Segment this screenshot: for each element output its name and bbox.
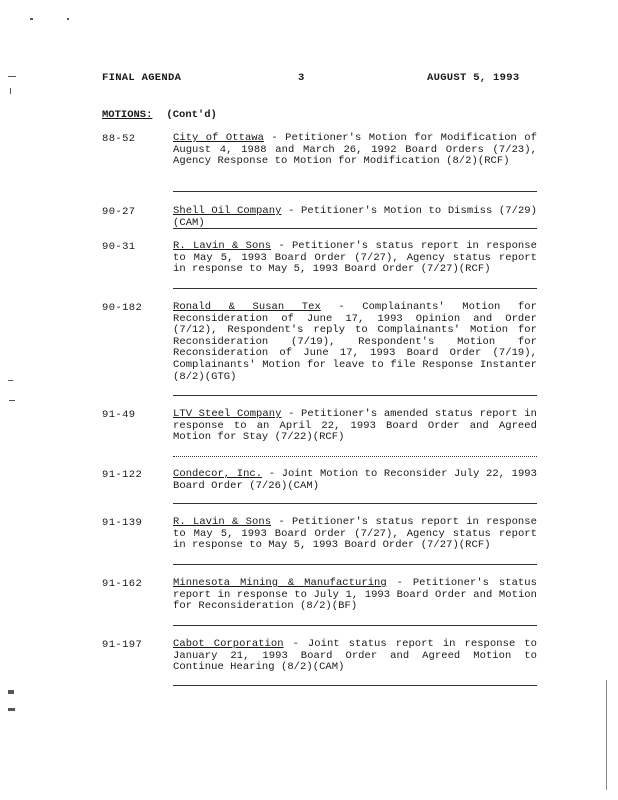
- section-heading: [102, 109, 217, 121]
- motion-description: [173, 133, 537, 168]
- scan-speck: [30, 18, 33, 20]
- case-number: 91-162: [102, 578, 143, 590]
- scan-speck: [67, 18, 69, 20]
- case-number: 91-122: [102, 469, 143, 481]
- case-number: 88-52: [102, 133, 136, 145]
- scan-edge-line: [606, 680, 607, 790]
- separator-line: [173, 685, 537, 686]
- page-number: 3: [298, 72, 305, 84]
- party-name: Ronald & Susan Tex: [173, 301, 321, 313]
- motion-description: [173, 302, 537, 383]
- motion-text: - Petitioner's amended status report in response to an April 22, 1993 Board Order and Agreed Motion for Stay (7/22)(RCF): [173, 408, 537, 444]
- party-name: Shell Oil Company: [173, 205, 282, 217]
- scan-speck: [8, 76, 16, 77]
- separator-line: [173, 191, 537, 192]
- party-name: Cabot Corporation: [173, 638, 284, 650]
- motion-description: [173, 241, 537, 276]
- section-continued: (Cont'd): [166, 109, 217, 121]
- party-name: R. Lavin & Sons: [173, 240, 272, 252]
- case-number: 90-31: [102, 241, 136, 253]
- motion-description: [173, 206, 537, 229]
- scan-speck: [8, 708, 15, 711]
- separator-line: [173, 288, 537, 289]
- case-number: 91-197: [102, 639, 143, 651]
- motion-text: - Petitioner's status report in response to July 1, 1993 Board Order and Motion for Reconsideration (8/2)(BF): [173, 577, 537, 613]
- party-name: Minnesota Mining & Manufacturing: [173, 577, 387, 589]
- motion-description: [173, 578, 537, 613]
- separator-line: [173, 395, 537, 396]
- party-name: LTV Steel Company: [173, 408, 282, 420]
- separator-line: [173, 228, 537, 229]
- motion-description: [173, 639, 537, 674]
- scan-speck: [8, 380, 13, 381]
- case-number: 91-49: [102, 409, 136, 421]
- scan-speck: [10, 88, 11, 94]
- section-label: MOTIONS:: [102, 109, 153, 121]
- motion-description: [173, 469, 537, 492]
- separator-line: [173, 564, 537, 565]
- motion-text: - Petitioner's Motion for Modification of August 4, 1988 and March 26, 1992 Board Orders (7/23), Agency Response to Motion for Modification (8/2)(RCF): [173, 132, 537, 168]
- case-number: 90-27: [102, 206, 136, 218]
- party-name: R. Lavin & Sons: [173, 516, 272, 528]
- motion-text: - Joint status report in response to January 21, 1993 Board Order and Agreed Motion to Continue Hearing (8/2)(CAM): [173, 638, 537, 674]
- case-number: 90-182: [102, 302, 143, 314]
- separator-line: [173, 456, 537, 457]
- case-number: 91-139: [102, 517, 143, 529]
- scan-speck: [8, 690, 14, 694]
- motion-text: - Petitioner's status report in response to May 5, 1993 Board Order (7/27), Agency status report in response to May 5, 1993 Board Order (7/27)(RCF): [173, 516, 537, 552]
- motion-text: - Petitioner's Motion to Dismiss (7/29)(CAM): [173, 205, 537, 229]
- motion-description: [173, 409, 537, 444]
- motion-text: - Petitioner's status report in response to May 5, 1993 Board Order (7/27), Agency status report in response to May 5, 1993 Board Order (7/27)(RCF): [173, 240, 537, 276]
- party-name: City of Ottawa: [173, 132, 264, 144]
- agenda-title: FINAL AGENDA: [102, 72, 182, 84]
- agenda-date: AUGUST 5, 1993: [427, 72, 520, 84]
- motion-text: - Joint Motion to Reconsider July 22, 1993 Board Order (7/26)(CAM): [173, 468, 537, 492]
- separator-line: [173, 503, 537, 504]
- motion-description: [173, 517, 537, 552]
- motion-text: - Complainants' Motion for Reconsideration of June 17, 1993 Opinion and Order (7/12), Respondent's reply to Complainants' Motion for Reconsideration (7/19), Respondent's Motion for Reconsideration of June 17, 1993 Board Order (7/19), Complainants' Motion for leave to file Response Instanter (8/2)(GTG): [173, 301, 537, 383]
- scan-speck: [9, 400, 15, 401]
- separator-line: [173, 625, 537, 626]
- party-name: Condecor, Inc.: [173, 468, 263, 480]
